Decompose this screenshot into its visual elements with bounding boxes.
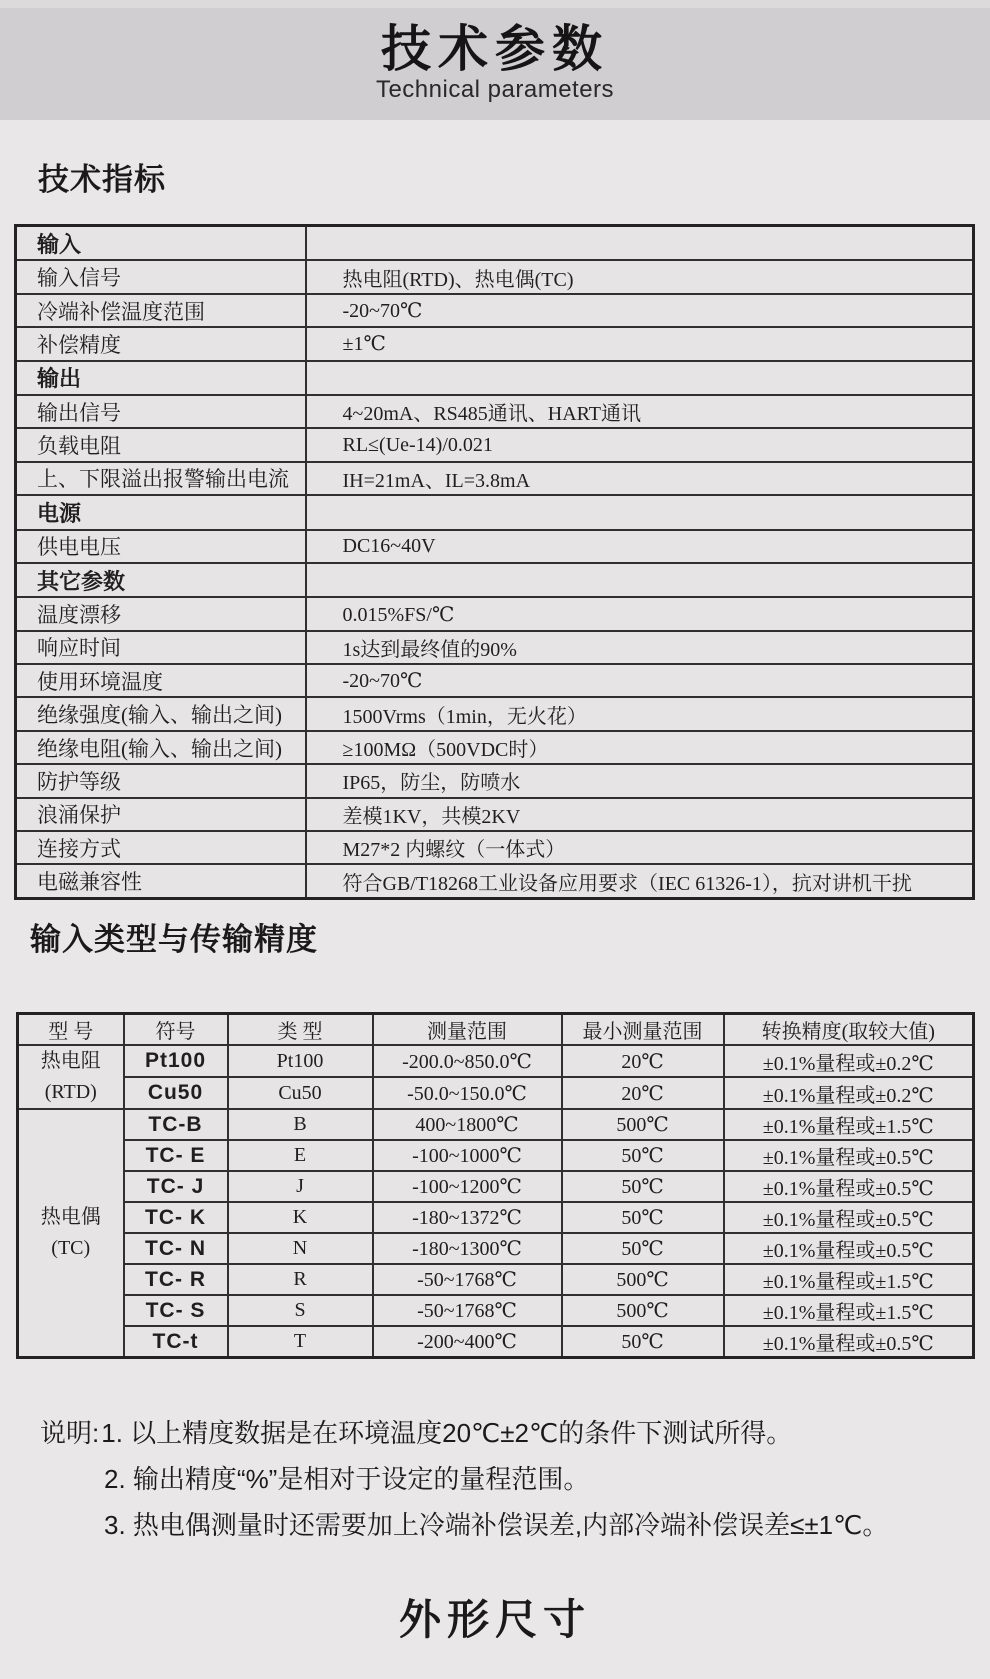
- spec-row: [16, 327, 974, 360]
- section-title-dimensions: 外形尺寸: [398, 1596, 591, 1643]
- spec-label: 浪涌保护: [16, 798, 306, 831]
- spec-value: 热电阻(RTD)、热电偶(TC): [306, 260, 974, 293]
- spec-label: 绝缘电阻(输入、输出之间): [16, 731, 306, 764]
- accuracy-cell: ±0.1%量程或±0.5℃: [724, 1140, 974, 1171]
- accuracy-table: [16, 1012, 975, 1359]
- symbol-cell: TC-B: [124, 1109, 228, 1140]
- spec-row: [16, 428, 974, 461]
- spec-value: IP65，防尘，防喷水: [306, 764, 974, 797]
- col-header-min-range: 最小测量范围: [562, 1014, 724, 1046]
- spec-value: DC16~40V: [306, 530, 974, 563]
- accuracy-row: [18, 1171, 974, 1202]
- spec-value: 差模1KV，共模2KV: [306, 798, 974, 831]
- note-line-3: [104, 1502, 960, 1548]
- spec-label: 防护等级: [16, 764, 306, 797]
- range-cell: -200.0~850.0℃: [373, 1045, 562, 1077]
- spec-row: [16, 462, 974, 495]
- accuracy-row: [18, 1202, 974, 1233]
- min-range-cell: 50℃: [562, 1233, 724, 1264]
- min-range-cell: 500℃: [562, 1295, 724, 1326]
- spec-row: [16, 664, 974, 697]
- range-cell: -100~1200℃: [373, 1171, 562, 1202]
- spec-row: [16, 831, 974, 864]
- symbol-cell: TC- S: [124, 1295, 228, 1326]
- spec-label: 绝缘强度(输入、输出之间): [16, 697, 306, 730]
- symbol-cell: TC- E: [124, 1140, 228, 1171]
- accuracy-cell: ±0.1%量程或±1.5℃: [724, 1295, 974, 1326]
- spec-row: [16, 294, 974, 327]
- min-range-cell: 20℃: [562, 1077, 724, 1109]
- range-cell: -100~1000℃: [373, 1140, 562, 1171]
- col-header-type: 类 型: [228, 1014, 373, 1046]
- spec-value: [306, 495, 974, 529]
- col-header-model: 型 号: [18, 1014, 124, 1046]
- spec-row: [16, 764, 974, 797]
- note-text: 1. 以上精度数据是在环境温度20℃±2℃的条件下测试所得。: [101, 1418, 793, 1448]
- model-name: 热电偶: [40, 1206, 101, 1228]
- type-cell: J: [228, 1171, 373, 1202]
- symbol-cell: Cu50: [124, 1077, 228, 1109]
- col-header-symbol: 符号: [124, 1014, 228, 1046]
- symbol-cell: TC- N: [124, 1233, 228, 1264]
- spec-label: 使用环境温度: [16, 664, 306, 697]
- spec-row: [16, 563, 974, 597]
- spec-value: ≥100MΩ（500VDC时）: [306, 731, 974, 764]
- spec-value: -20~70℃: [306, 294, 974, 327]
- accuracy-row: [18, 1233, 974, 1264]
- spec-label: 负载电阻: [16, 428, 306, 461]
- accuracy-cell: ±0.1%量程或±0.2℃: [724, 1045, 974, 1077]
- accuracy-row: [18, 1264, 974, 1295]
- type-cell: B: [228, 1109, 373, 1140]
- spec-label: 输出: [16, 361, 306, 395]
- accuracy-cell: ±0.1%量程或±0.5℃: [724, 1233, 974, 1264]
- spec-value: 4~20mA、RS485通讯、HART通讯: [306, 395, 974, 428]
- spec-label: 响应时间: [16, 631, 306, 664]
- range-cell: -50.0~150.0℃: [373, 1077, 562, 1109]
- range-cell: -200~400℃: [373, 1326, 562, 1358]
- spec-row: [16, 798, 974, 831]
- spec-value: [306, 563, 974, 597]
- spec-value: -20~70℃: [306, 664, 974, 697]
- page-subtitle: Technical parameters: [375, 76, 615, 103]
- spec-label: 电磁兼容性: [16, 864, 306, 898]
- spec-label: 输入信号: [16, 260, 306, 293]
- accuracy-cell: ±0.1%量程或±0.5℃: [724, 1171, 974, 1202]
- spec-value: [306, 226, 974, 261]
- model-name: 热电阻: [40, 1050, 101, 1072]
- accuracy-row: [18, 1140, 974, 1171]
- section-title-accuracy: 输入类型与传输精度: [30, 922, 318, 957]
- spec-value: 符合GB/T18268工业设备应用要求（IEC 61326-1），抗对讲机干扰: [306, 864, 974, 898]
- spec-row: [16, 864, 974, 898]
- range-cell: -50~1768℃: [373, 1295, 562, 1326]
- notes: [40, 1410, 960, 1548]
- min-range-cell: 500℃: [562, 1264, 724, 1295]
- col-header-range: 测量范围: [373, 1014, 562, 1046]
- min-range-cell: 50℃: [562, 1326, 724, 1358]
- type-cell: Pt100: [228, 1045, 373, 1077]
- spec-row: [16, 226, 974, 261]
- top-strip: [0, 0, 990, 8]
- spec-label: 电源: [16, 495, 306, 529]
- spec-value: RL≤(Ue-14)/0.021: [306, 428, 974, 461]
- spec-label: 其它参数: [16, 563, 306, 597]
- symbol-cell: TC- J: [124, 1171, 228, 1202]
- accuracy-cell: ±0.1%量程或±1.5℃: [724, 1109, 974, 1140]
- spec-row: [16, 530, 974, 563]
- spec-table: [14, 224, 975, 900]
- note-text: 3. 热电偶测量时还需要加上冷端补偿误差,内部冷端补偿误差≤±1℃。: [104, 1510, 889, 1540]
- type-cell: T: [228, 1326, 373, 1358]
- symbol-cell: TC- K: [124, 1202, 228, 1233]
- spec-row: [16, 495, 974, 529]
- spec-value: M27*2 内螺纹（一体式）: [306, 831, 974, 864]
- min-range-cell: 50℃: [562, 1171, 724, 1202]
- spec-row: [16, 361, 974, 395]
- note-line-2: [104, 1456, 960, 1502]
- spec-row: [16, 395, 974, 428]
- spec-label: 供电电压: [16, 530, 306, 563]
- min-range-cell: 50℃: [562, 1202, 724, 1233]
- spec-label: 输出信号: [16, 395, 306, 428]
- spec-label: 上、下限溢出报警输出电流: [16, 462, 306, 495]
- accuracy-row: [18, 1109, 974, 1140]
- min-range-cell: 20℃: [562, 1045, 724, 1077]
- accuracy-row: [18, 1077, 974, 1109]
- accuracy-row: [18, 1326, 974, 1358]
- accuracy-cell: ±0.1%量程或±0.5℃: [724, 1326, 974, 1358]
- spec-label: 连接方式: [16, 831, 306, 864]
- spec-value: 0.015%FS/℃: [306, 597, 974, 630]
- spec-label: 温度漂移: [16, 597, 306, 630]
- spec-row: [16, 597, 974, 630]
- symbol-cell: TC-t: [124, 1326, 228, 1358]
- model-group-cell: [18, 1109, 124, 1358]
- range-cell: -180~1372℃: [373, 1202, 562, 1233]
- min-range-cell: 50℃: [562, 1140, 724, 1171]
- type-cell: Cu50: [228, 1077, 373, 1109]
- range-cell: 400~1800℃: [373, 1109, 562, 1140]
- spec-value: [306, 361, 974, 395]
- page-header: [0, 8, 990, 120]
- accuracy-header-row: [18, 1014, 974, 1046]
- spec-row: [16, 731, 974, 764]
- page-title: 技术参数: [381, 21, 609, 77]
- type-cell: E: [228, 1140, 373, 1171]
- spec-row: [16, 697, 974, 730]
- range-cell: -50~1768℃: [373, 1264, 562, 1295]
- note-line-1: [40, 1410, 960, 1456]
- spec-row: [16, 260, 974, 293]
- accuracy-cell: ±0.1%量程或±1.5℃: [724, 1264, 974, 1295]
- spec-label: 输入: [16, 226, 306, 261]
- section-title-specs: 技术指标: [38, 162, 166, 197]
- model-code: (RTD): [44, 1081, 97, 1103]
- type-cell: N: [228, 1233, 373, 1264]
- symbol-cell: Pt100: [124, 1045, 228, 1077]
- spec-value: 1s达到最终值的90%: [306, 631, 974, 664]
- min-range-cell: 500℃: [562, 1109, 724, 1140]
- type-cell: R: [228, 1264, 373, 1295]
- col-header-accuracy: 转换精度(取较大值): [724, 1014, 974, 1046]
- spec-value: IH=21mA、IL=3.8mA: [306, 462, 974, 495]
- note-text: 2. 输出精度“%”是相对于设定的量程范围。: [104, 1464, 590, 1494]
- model-code: (TC): [51, 1237, 91, 1259]
- range-cell: -180~1300℃: [373, 1233, 562, 1264]
- type-cell: K: [228, 1202, 373, 1233]
- spec-value: ±1℃: [306, 327, 974, 360]
- spec-label: 补偿精度: [16, 327, 306, 360]
- spec-value: 1500Vrms（1min，无火花）: [306, 697, 974, 730]
- spec-label: 冷端补偿温度范围: [16, 294, 306, 327]
- accuracy-cell: ±0.1%量程或±0.2℃: [724, 1077, 974, 1109]
- symbol-cell: TC- R: [124, 1264, 228, 1295]
- notes-prefix: 说明:: [40, 1418, 100, 1448]
- type-cell: S: [228, 1295, 373, 1326]
- spec-row: [16, 631, 974, 664]
- accuracy-row: [18, 1045, 974, 1077]
- accuracy-cell: ±0.1%量程或±0.5℃: [724, 1202, 974, 1233]
- model-group-cell: [18, 1045, 124, 1109]
- accuracy-row: [18, 1295, 974, 1326]
